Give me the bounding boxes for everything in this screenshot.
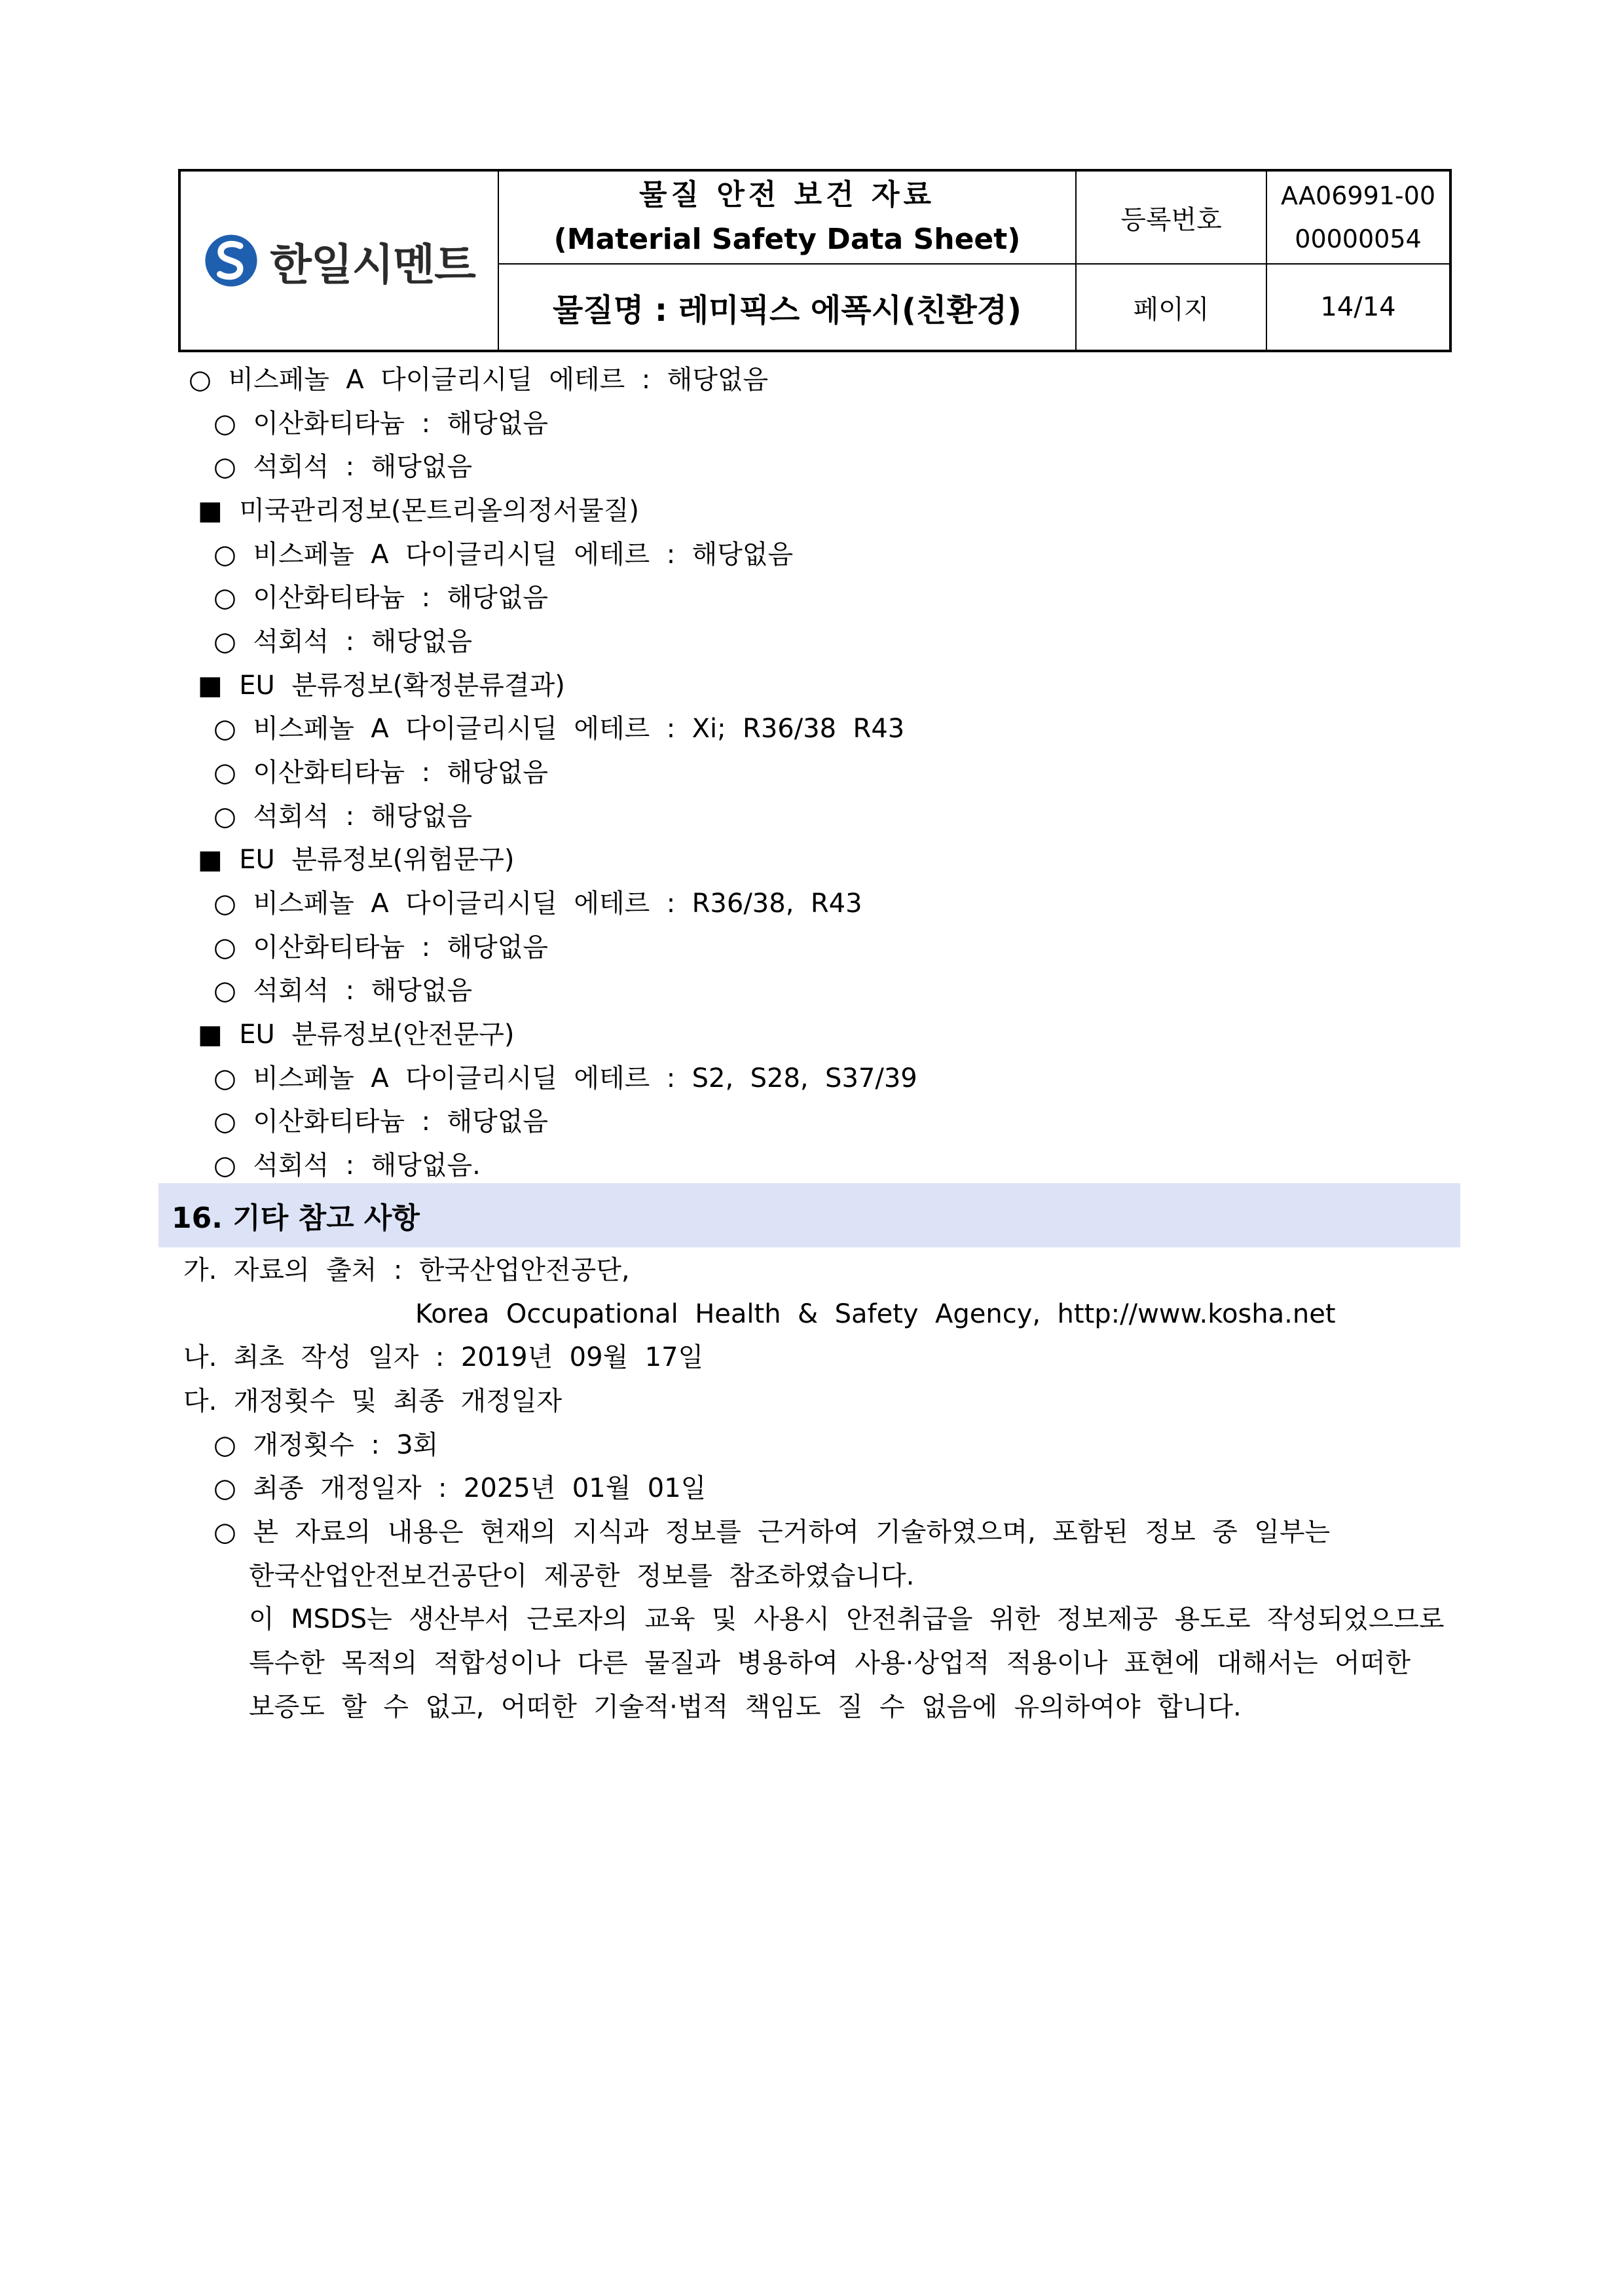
section-16-line: 가. 자료의 출처 : 한국산업안전공단, <box>183 1255 630 1285</box>
page-number: 14/14 <box>1320 292 1396 322</box>
section-16-line: ○ 본 자료의 내용은 현재의 지식과 정보를 근거하여 기술하였으며, 포함된 정보 중 일부는 <box>213 1517 1331 1547</box>
list-item: ○ 비스페놀 A 다이글리시딜 에테르 : 해당없음 <box>213 540 794 570</box>
section-16-line: 나. 최초 작성 일자 : 2019년 09월 17일 <box>183 1342 704 1372</box>
section-16-line: Korea Occupational Health & Safety Agency, http://www.kosha.net <box>415 1299 1336 1329</box>
subsection-heading: ■ EU 분류정보(위험문구) <box>198 845 515 875</box>
registration-number <box>1267 172 1449 265</box>
list-item: ○ 비스페놀 A 다이글리시딜 에테르 : 해당없음 <box>189 365 769 395</box>
company-logo-icon <box>203 232 259 289</box>
section-16-line: 이 MSDS는 생산부서 근로자의 교육 및 사용시 안전취급을 위한 정보제공 용도로 작성되었으므로 <box>249 1604 1445 1634</box>
page-label: 페이지 <box>1077 265 1267 350</box>
list-item: ○ 석회석 : 해당없음 <box>213 801 473 832</box>
list-item: ○ 석회석 : 해당없음 <box>213 976 473 1006</box>
section-16-heading: 16. 기타 참고 사항 <box>158 1183 1460 1247</box>
list-item: ○ 비스페놀 A 다이글리시딜 에테르 : Xi; R36/38 R43 <box>213 714 905 744</box>
list-item: ○ 이산화티타늄 : 해당없음 <box>213 758 549 788</box>
document-title <box>499 172 1077 265</box>
registration-number-line1: AA06991-00 <box>1281 181 1435 210</box>
company-logo <box>203 230 475 292</box>
registration-number-line2: 00000054 <box>1295 225 1422 253</box>
list-item: ○ 석회석 : 해당없음. <box>213 1150 481 1181</box>
logo-text: 한일시멘트 <box>270 239 475 290</box>
header-table <box>178 169 1452 352</box>
title-english: (Material Safety Data Sheet) <box>553 223 1021 256</box>
list-item: ○ 비스페놀 A 다이글리시딜 에테르 : R36/38, R43 <box>213 889 862 919</box>
list-item: ○ 비스페놀 A 다이글리시딜 에테르 : S2, S28, S37/39 <box>213 1063 917 1093</box>
material-name: 물질명 : 레미픽스 에폭시(친환경) <box>499 265 1077 350</box>
section-16-line: 한국산업안전보건공단이 제공한 정보를 참조하였습니다. <box>249 1561 915 1591</box>
subsection-heading: ■ EU 분류정보(안전문구) <box>198 1019 515 1050</box>
list-item: ○ 이산화티타늄 : 해당없음 <box>213 932 549 963</box>
list-item: ○ 이산화티타늄 : 해당없음 <box>213 583 549 613</box>
list-item: ○ 석회석 : 해당없음 <box>213 627 473 657</box>
subsection-heading: ■ EU 분류정보(확정분류결과) <box>198 670 565 701</box>
subsection-heading: ■ 미국관리정보(몬트리올의정서물질) <box>198 496 640 526</box>
registration-label: 등록번호 <box>1077 172 1267 265</box>
list-item: ○ 이산화티타늄 : 해당없음 <box>213 409 549 439</box>
section-16-line: 다. 개정횟수 및 최종 개정일자 <box>183 1386 563 1416</box>
logo-cell <box>181 172 499 350</box>
section-16-line: ○ 개정횟수 : 3회 <box>213 1430 439 1460</box>
section-16-line: 특수한 목적의 적합성이나 다른 물질과 병용하여 사용·상업적 적용이나 표현에 대해서는 어떠한 <box>249 1648 1411 1678</box>
title-korean: 물질 안전 보건 자료 <box>639 178 935 211</box>
section-16-line: 보증도 할 수 없고, 어떠한 기술적·법적 책임도 질 수 없음에 유의하여야 합니다. <box>249 1692 1242 1722</box>
section-16-line: ○ 최종 개정일자 : 2025년 01월 01일 <box>213 1473 707 1503</box>
list-item: ○ 이산화티타늄 : 해당없음 <box>213 1107 549 1137</box>
list-item: ○ 석회석 : 해당없음 <box>213 452 473 482</box>
